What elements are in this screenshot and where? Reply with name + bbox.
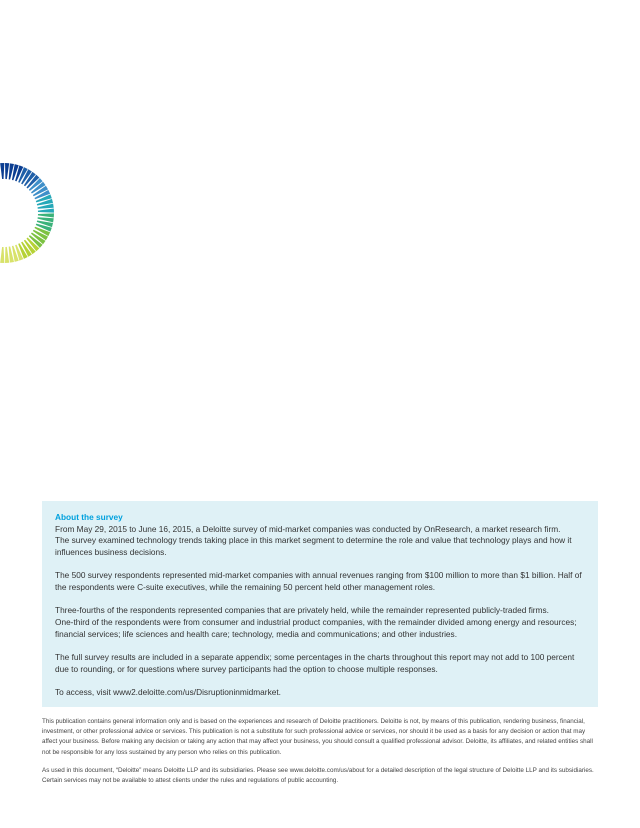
- legal-disclaimer: [42, 717, 598, 786]
- survey-text-4: The full survey results are included in a separate appendix; some percentages in the charts throughout this report may not add to 100 percent due to rounding, or for questions where survey participants had the option to choose multiple responses.: [55, 651, 575, 674]
- disclaimer-paragraph-1: This publication contains general information only and is based on the experiences and research of Deloitte practitioners. Deloitte is not, by means of this publication, rendering business, financial, investment, or other professional advice or services. This publication is not a substitute for such professional advice or services, nor should it be used as a basis for any decision or action that may affect your business. Before making any decision or taking any action that may affect your business, you should consult a qualified professional advisor. Deloitte, its affiliates, and related entities shall not be responsible for any loss sustained by any person who relies on this publication.: [42, 718, 593, 756]
- survey-text-2: The 500 survey respondents represented mid-market companies with annual revenues ranging from $100 million to more than $1 billion. Half of the respondents were C-suite executives, while the remaining 50 percent held other management roles.: [55, 570, 582, 592]
- burst-ray: [0, 163, 4, 179]
- disclaimer-paragraph-2: As used in this document, “Deloitte” means Deloitte LLP and its subsidiaries. Please see www.deloitte.com/us/about for a detailed description of the legal structure of Deloitte LLP and its subsidiaries. Certain services may not be available to attest clients under the rules and regulations of public accounting.: [42, 766, 594, 785]
- radial-burst-graphic-icon: [0, 150, 60, 275]
- burst-ray: [38, 213, 54, 217]
- survey-text-3a: Three-fourths of the respondents represented companies that are privately held, while the remainder represented publicly-traded firms.: [55, 605, 549, 616]
- survey-access-text: To access, visit www2.deloitte.com/us/Disruptioninmidmarket.: [55, 686, 281, 697]
- burst-ray: [5, 163, 9, 179]
- about-the-survey-box: [42, 501, 598, 707]
- survey-text-1a: From May 29, 2015 to June 16, 2015, a Deloitte survey of mid-market companies was conducted by OnResearch, a market research firm.: [55, 523, 561, 534]
- survey-title: About the survey: [55, 512, 123, 522]
- survey-text-1b: The survey examined technology trends taking place in this market segment to determine the role and value that technology plays and how it influences business decisions.: [55, 535, 572, 558]
- burst-ray: [5, 247, 9, 263]
- survey-text-3b: One-third of the respondents were from consumer and industrial product companies, with the remainder divided among energy and resources; financial services; life sciences and health care; technology, media and communications; and other industries.: [55, 616, 577, 639]
- burst-ray: [0, 247, 4, 263]
- burst-ray: [38, 208, 54, 212]
